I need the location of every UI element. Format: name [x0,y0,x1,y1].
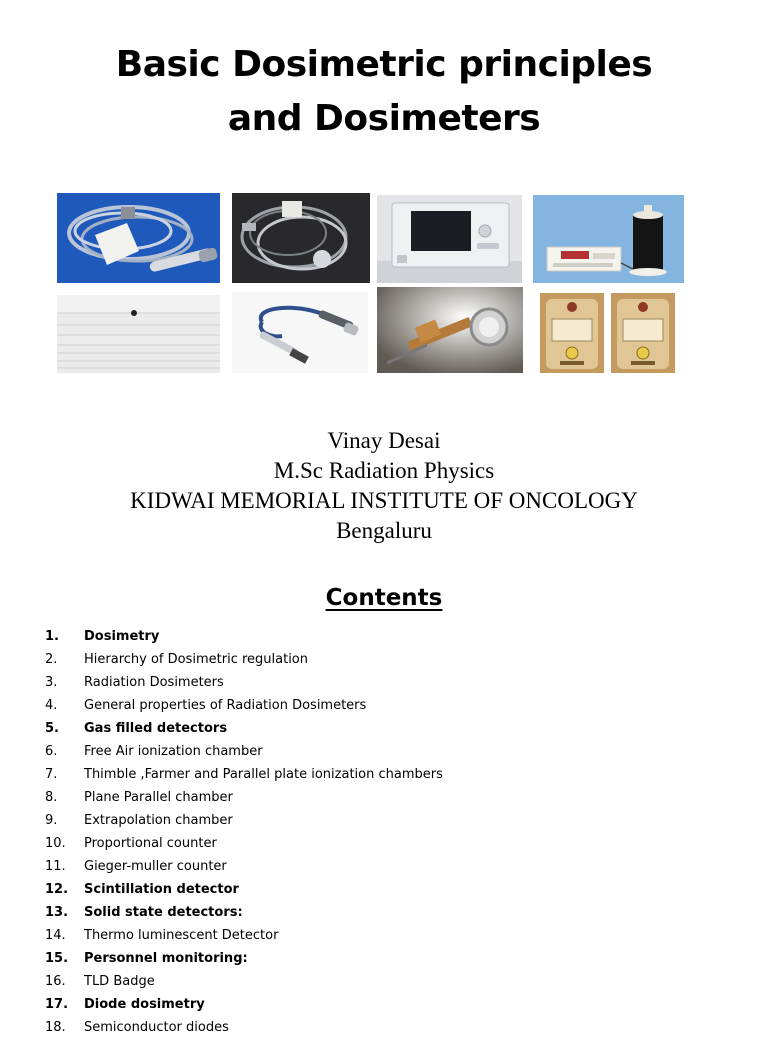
contents-item-text: Thermo luminescent Detector [84,928,279,943]
contents-item [45,947,745,970]
contents-item-text: Radiation Dosimeters [84,675,224,690]
contents-item-number: 11. [45,859,66,874]
contents-item-number: 7. [45,767,58,782]
contents-item-number: 8. [45,790,58,805]
contents-item [45,901,745,924]
contents-item [45,970,745,993]
contents-item-text: Diode dosimetry [84,997,205,1012]
contents-item-text: Gas filled detectors [84,721,228,736]
contents-item-text: Dosimetry [84,629,160,644]
contents-item [45,717,745,740]
contents-item [45,763,745,786]
contents-item-number: 12. [45,882,69,897]
author-degree: M.Sc Radiation Physics [273,458,495,483]
contents-item [45,855,745,878]
contents-item-text: Scintillation detector [84,882,239,897]
electrometer-display-photo [377,195,522,283]
title-line-2: and Dosimeters [227,98,541,139]
contents-item-text: Plane Parallel chamber [84,790,233,805]
solid-phantom-slabs-photo [57,295,220,373]
contents-item-number: 6. [45,744,58,759]
contents-item-number: 1. [45,629,59,644]
farmer-chamber-photo [232,292,368,373]
contents-item-number: 3. [45,675,58,690]
author-block [0,426,768,546]
page-title [0,38,768,146]
contents-item-text: Solid state detectors: [84,905,243,920]
contents-item [45,786,745,809]
contents-item-number: 9. [45,813,58,828]
contents-item-number: 2. [45,652,58,667]
contents-item-text: Proportional counter [84,836,217,851]
contents-item [45,809,745,832]
contents-item-number: 16. [45,974,66,989]
contents-item-number: 17. [45,997,69,1012]
dose-meter-cylinder-photo [533,195,684,283]
contents-item-text: Semiconductor diodes [84,1020,229,1035]
contents-item-number: 10. [45,836,66,851]
author-city: Bengaluru [336,518,432,543]
tld-badge-photo-1 [540,293,604,373]
contents-item-text: General properties of Radiation Dosimeters [84,698,367,713]
contents-item [45,648,745,671]
contents-item-text: Free Air ionization chamber [84,744,263,759]
contents-item [45,832,745,855]
contents-item [45,924,745,947]
author-name: Vinay Desai [327,428,441,453]
contents-item-number: 18. [45,1020,66,1035]
cable-probe-photo [232,193,370,283]
contents-item [45,1016,745,1039]
contents-item [45,694,745,717]
contents-item [45,625,745,648]
contents-item-text: Thimble ,Farmer and Parallel plate ionization chambers [84,767,443,782]
contents-item-text: Extrapolation chamber [84,813,233,828]
contents-heading: Contents [325,585,443,611]
contents-item-number: 15. [45,951,69,966]
contents-item-text: TLD Badge [84,974,155,989]
contents-item-number: 5. [45,721,59,736]
extrapolation-chamber-photo [377,287,523,373]
contents-item [45,878,745,901]
tld-badge-photo-2 [611,293,675,373]
contents-item-number: 4. [45,698,58,713]
ion-chamber-cable-photo [57,193,220,283]
contents-item [45,740,745,763]
contents-item-number: 14. [45,928,66,943]
contents-item [45,671,745,694]
title-line-1: Basic Dosimetric principles [115,44,653,85]
contents-item-number: 13. [45,905,69,920]
contents-item-text: Hierarchy of Dosimetric regulation [84,652,309,667]
author-institute: KIDWAI MEMORIAL INSTITUTE OF ONCOLOGY [130,488,638,513]
contents-item-text: Gieger-muller counter [84,859,227,874]
contents-item [45,993,745,1016]
contents-item-text: Personnel monitoring: [84,951,248,966]
contents-list [45,625,745,1039]
